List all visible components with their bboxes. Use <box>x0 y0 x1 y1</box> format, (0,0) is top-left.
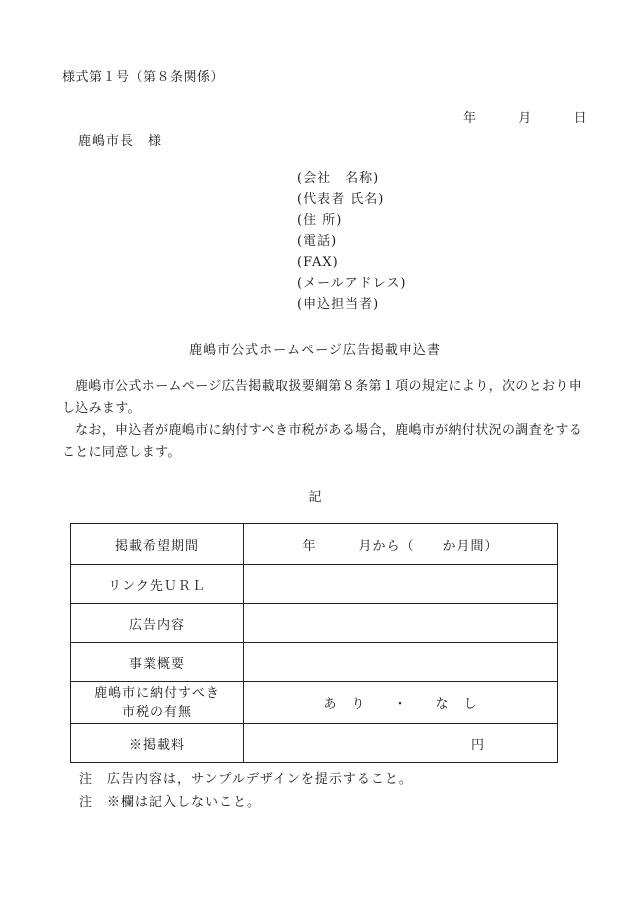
body-paragraph-1: 鹿嶋市公式ホームページ広告掲載取扱要綱第８条第１項の規定により，次のとおり申し込みます。 <box>62 379 582 416</box>
tax-label-line-1: 鹿嶋市に納付すべき <box>94 685 220 701</box>
tax-value[interactable]: あ り ・ な し <box>244 682 558 724</box>
table-row-url <box>71 565 558 604</box>
applicant-block <box>297 168 407 315</box>
table-row-business <box>71 643 558 682</box>
date-day: 日 <box>573 111 587 126</box>
content-label: 広告内容 <box>71 604 244 643</box>
addressee: 鹿嶋市長 様 <box>78 134 163 149</box>
tax-label <box>71 682 244 724</box>
url-value[interactable] <box>244 565 558 604</box>
applicant-representative[interactable]: (代表者 氏名) <box>297 192 385 207</box>
business-label: 事業概要 <box>71 643 244 682</box>
applicant-email[interactable]: (メールアドレス) <box>297 276 407 291</box>
date-month: 月 <box>518 111 532 126</box>
business-value[interactable] <box>244 643 558 682</box>
applicant-fax[interactable]: (FAX) <box>297 255 339 270</box>
applicant-address[interactable]: (住 所) <box>297 213 343 228</box>
applicant-contact-person[interactable]: (申込担当者) <box>297 297 380 312</box>
table-row-content <box>71 604 558 643</box>
tax-label-line-2: 市税の有無 <box>121 704 192 720</box>
fee-value[interactable]: 円 <box>244 724 558 763</box>
body-text <box>62 376 582 464</box>
notes <box>79 768 413 814</box>
application-table <box>70 523 558 763</box>
body-paragraph-2: なお，申込者が鹿嶋市に納付すべき市税がある場合，鹿嶋市が納付状況の調査をすることに同意します。 <box>62 423 582 460</box>
content-value[interactable] <box>244 604 558 643</box>
period-value[interactable]: 年 月から（ か月間） <box>244 524 558 565</box>
date-line <box>463 107 587 126</box>
applicant-phone[interactable]: (電話) <box>297 234 338 249</box>
note-1: 注 広告内容は，サンプルデザインを提示すること。 <box>79 772 413 787</box>
ki-heading: 記 <box>308 490 322 505</box>
period-label: 掲載希望期間 <box>71 524 244 565</box>
applicant-company[interactable]: (会社 名称) <box>297 171 380 186</box>
note-2: 注 ※欄は記入しないこと。 <box>79 795 262 810</box>
table-row-tax <box>71 682 558 724</box>
form-number: 様式第１号（第８条関係） <box>62 70 225 85</box>
table-row-period <box>71 524 558 565</box>
table-row-fee <box>71 724 558 763</box>
document-title: 鹿嶋市公式ホームページ広告掲載申込書 <box>189 343 441 358</box>
date-year: 年 <box>463 111 477 126</box>
url-label: リンク先ＵＲＬ <box>71 565 244 604</box>
fee-label: ※掲載料 <box>71 724 244 763</box>
